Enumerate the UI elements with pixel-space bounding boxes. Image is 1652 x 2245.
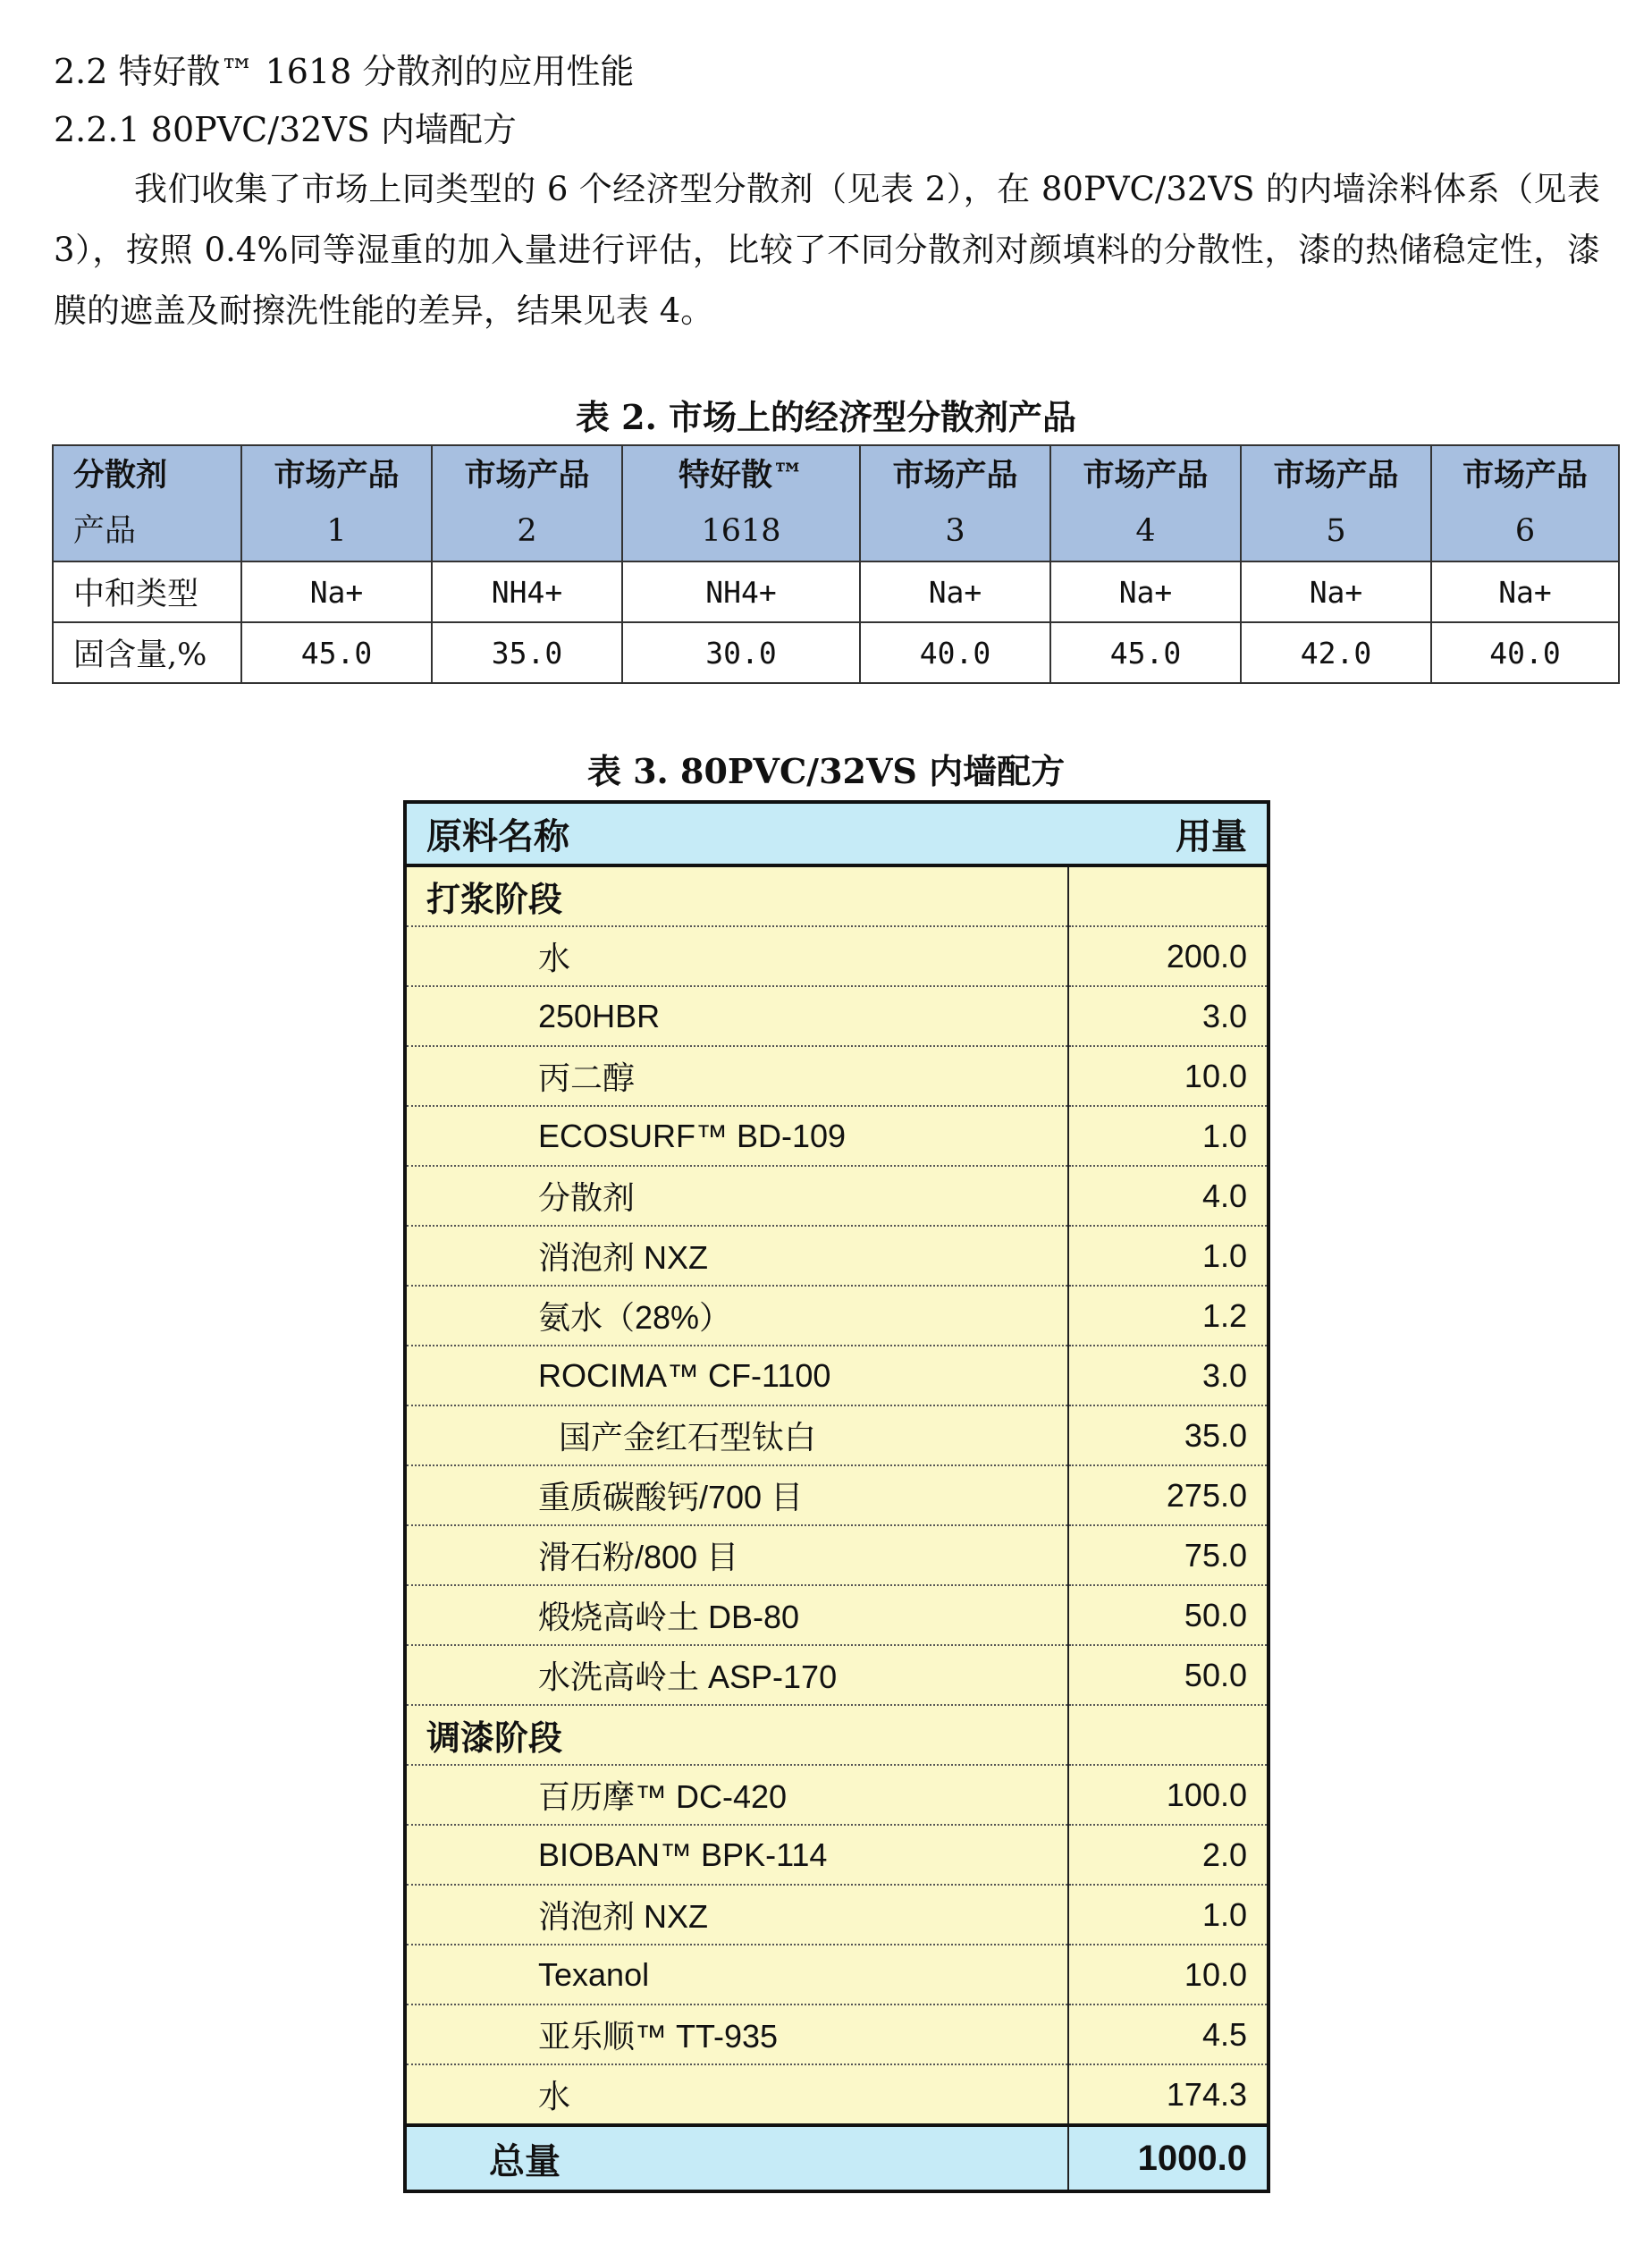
ingredient-name: 水 bbox=[405, 2064, 1068, 2125]
table-cell: Na+ bbox=[241, 561, 432, 622]
ingredient-name: 氨水（28%） bbox=[405, 1286, 1068, 1346]
table3-caption: 表 3. 80PVC/32VS 内墙配方 bbox=[586, 751, 1066, 791]
ingredient-qty: 200.0 bbox=[1068, 926, 1268, 986]
table-row bbox=[405, 2064, 1268, 2125]
table-row bbox=[405, 1885, 1268, 1945]
table-row bbox=[405, 986, 1268, 1046]
ingredient-qty: 275.0 bbox=[1068, 1465, 1268, 1525]
ingredient-qty: 3.0 bbox=[1068, 1346, 1268, 1405]
table-cell: 40.0 bbox=[1431, 622, 1619, 683]
table2-header-cell: 市场产品 1 bbox=[241, 445, 432, 561]
body-paragraph: 我们收集了市场上同类型的 6 个经济型分散剂（见表 2），在 80PVC/32VS 的内墙涂料体系（见表 3），按照 0.4%同等湿重的加入量进行评估，比较了不同分散剂对颜填料的分散性，漆的热储稳定性，漆膜的遮盖及耐擦洗性能的差异，结果见表 4。 bbox=[54, 170, 1600, 330]
ingredient-qty: 1.0 bbox=[1068, 1885, 1268, 1945]
ingredient-name: 分散剂 bbox=[405, 1166, 1068, 1226]
table2-header-cell: 市场产品 4 bbox=[1050, 445, 1241, 561]
section-heading: 2.2 特好散™ 1618 分散剂的应用性能 bbox=[54, 52, 635, 91]
total-label: 总量 bbox=[405, 2125, 1068, 2191]
ingredient-name: ECOSURF™ BD-109 bbox=[405, 1106, 1068, 1166]
dispersant-products-table bbox=[52, 444, 1620, 684]
ingredient-qty: 3.0 bbox=[1068, 986, 1268, 1046]
ingredient-name: 水洗高岭土 ASP-170 bbox=[405, 1645, 1068, 1705]
table-row bbox=[405, 1166, 1268, 1226]
total-qty: 1000.0 bbox=[1068, 2125, 1268, 2191]
section-title: 调漆阶段 bbox=[405, 1705, 1068, 1765]
ingredient-name: 丙二醇 bbox=[405, 1046, 1068, 1106]
table-cell: Na+ bbox=[1431, 561, 1619, 622]
table-row bbox=[405, 1226, 1268, 1286]
column-header-qty: 用量 bbox=[1068, 802, 1268, 865]
table-row bbox=[53, 561, 1619, 622]
table-cell: 45.0 bbox=[241, 622, 432, 683]
formulation-table bbox=[403, 800, 1270, 2193]
table-cell: NH4+ bbox=[432, 561, 622, 622]
table-row bbox=[405, 926, 1268, 986]
ingredient-name: 重质碳酸钙/700 目 bbox=[405, 1465, 1068, 1525]
ingredient-qty: 2.0 bbox=[1068, 1825, 1268, 1885]
ingredient-name: Texanol bbox=[405, 1945, 1068, 2004]
ingredient-name: BIOBAN™ BPK-114 bbox=[405, 1825, 1068, 1885]
table-cell: NH4+ bbox=[622, 561, 860, 622]
table-cell: 42.0 bbox=[1241, 622, 1431, 683]
table-row bbox=[405, 2004, 1268, 2064]
ingredient-qty: 10.0 bbox=[1068, 1945, 1268, 2004]
ingredient-name: 滑石粉/800 目 bbox=[405, 1525, 1068, 1585]
ingredient-qty: 10.0 bbox=[1068, 1046, 1268, 1106]
table-row bbox=[405, 1945, 1268, 2004]
table2-caption: 表 2. 市场上的经济型分散剂产品 bbox=[575, 397, 1077, 437]
row-label: 中和类型 bbox=[53, 561, 241, 622]
table-row bbox=[405, 1106, 1268, 1166]
table-cell: 30.0 bbox=[622, 622, 860, 683]
table-cell: Na+ bbox=[1050, 561, 1241, 622]
section-row-grind bbox=[405, 865, 1268, 926]
table3-header-row bbox=[405, 802, 1268, 865]
ingredient-name: ROCIMA™ CF-1100 bbox=[405, 1346, 1068, 1405]
ingredient-qty: 1.0 bbox=[1068, 1106, 1268, 1166]
table-row bbox=[405, 1465, 1268, 1525]
table-row bbox=[53, 622, 1619, 683]
ingredient-name: 水 bbox=[405, 926, 1068, 986]
table-row bbox=[405, 1825, 1268, 1885]
ingredient-qty: 50.0 bbox=[1068, 1645, 1268, 1705]
subsection-heading: 2.2.1 80PVC/32VS 内墙配方 bbox=[54, 110, 517, 149]
table2-header-cell: 分散剂 产品 bbox=[53, 445, 241, 561]
ingredient-qty: 1.2 bbox=[1068, 1286, 1268, 1346]
ingredient-qty: 174.3 bbox=[1068, 2064, 1268, 2125]
ingredient-qty: 75.0 bbox=[1068, 1525, 1268, 1585]
table-row bbox=[405, 1585, 1268, 1645]
table-cell: Na+ bbox=[1241, 561, 1431, 622]
section-title: 打浆阶段 bbox=[405, 865, 1068, 926]
ingredient-name: 煅烧高岭土 DB-80 bbox=[405, 1585, 1068, 1645]
ingredient-name: 百历摩™ DC-420 bbox=[405, 1765, 1068, 1825]
table-row bbox=[405, 1645, 1268, 1705]
ingredient-qty: 4.0 bbox=[1068, 1166, 1268, 1226]
table2-header-cell: 市场产品 5 bbox=[1241, 445, 1431, 561]
table2-header-cell: 特好散™ 1618 bbox=[622, 445, 860, 561]
ingredient-name: 亚乐顺™ TT-935 bbox=[405, 2004, 1068, 2064]
table2-header-cell: 市场产品 6 bbox=[1431, 445, 1619, 561]
table2-header-row bbox=[53, 445, 1619, 561]
ingredient-qty: 35.0 bbox=[1068, 1405, 1268, 1465]
table-cell: 40.0 bbox=[860, 622, 1050, 683]
ingredient-qty: 1.0 bbox=[1068, 1226, 1268, 1286]
ingredient-qty: 50.0 bbox=[1068, 1585, 1268, 1645]
row-label: 固含量,% bbox=[53, 622, 241, 683]
ingredient-name: 消泡剂 NXZ bbox=[405, 1885, 1068, 1945]
ingredient-qty: 4.5 bbox=[1068, 2004, 1268, 2064]
section-row-letdown bbox=[405, 1705, 1268, 1765]
ingredient-name: 消泡剂 NXZ bbox=[405, 1226, 1068, 1286]
table-row bbox=[405, 1046, 1268, 1106]
table-cell: 45.0 bbox=[1050, 622, 1241, 683]
ingredient-name: 250HBR bbox=[405, 986, 1068, 1046]
ingredient-name: 国产金红石型钛白 bbox=[405, 1405, 1068, 1465]
table-row bbox=[405, 1765, 1268, 1825]
table-row bbox=[405, 1286, 1268, 1346]
table-row bbox=[405, 1346, 1268, 1405]
ingredient-qty: 100.0 bbox=[1068, 1765, 1268, 1825]
table-cell: 35.0 bbox=[432, 622, 622, 683]
table-row bbox=[405, 1405, 1268, 1465]
table-cell: Na+ bbox=[860, 561, 1050, 622]
table-row bbox=[405, 1525, 1268, 1585]
total-row bbox=[405, 2125, 1268, 2191]
column-header-name: 原料名称 bbox=[405, 802, 1068, 865]
table2-header-cell: 市场产品 3 bbox=[860, 445, 1050, 561]
table2-header-cell: 市场产品 2 bbox=[432, 445, 622, 561]
